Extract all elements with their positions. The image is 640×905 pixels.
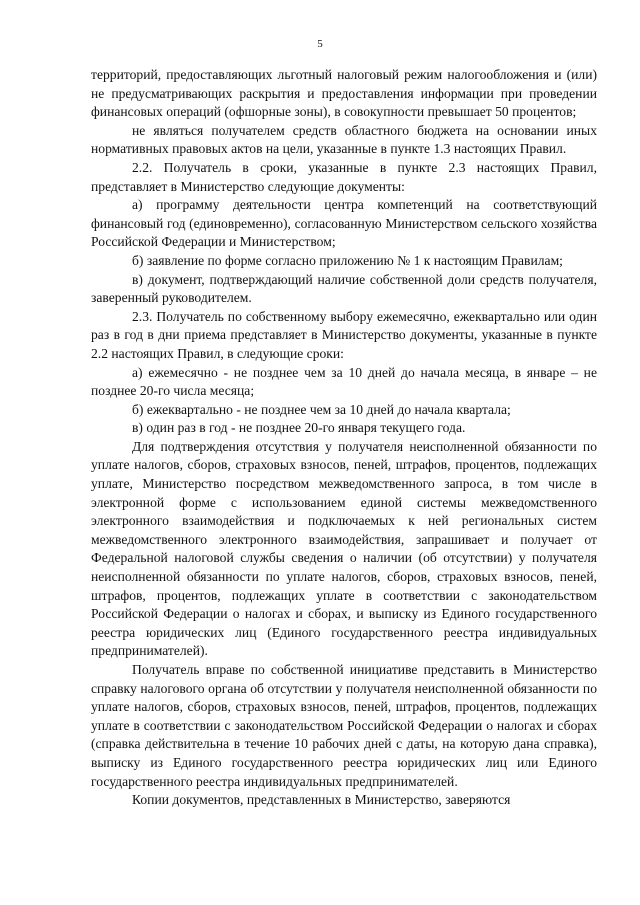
- page-number: 5: [317, 38, 323, 50]
- document-body: [91, 66, 597, 810]
- paragraph-not-budget-recipient: не являться получателем средств областного бюджета на основании иных нормативных правовых актов на цели, указанные в пункте 1.3 настоящих Правил.: [91, 122, 597, 157]
- paragraph-interagency-request: Для подтверждения отсутствия у получателя неисполненной обязанности по уплате налогов, сборов, страховых взносов, пеней, штрафов, процентов, подлежащих уплате, Министерство посредством межведомственного запроса, в том числе в электронной форме с использованием единой системы межведомственного электронного взаимодействия и подключаемых к ней региональных систем межведомственного электронного взаимодействия, запрашивает и получает от Федеральной налоговой службы сведения о наличии (об отсутствии) у получателя неисполненной обязанности по уплате налогов, сборов, страховых взносов, пеней, штрафов, процентов, подлежащих уплате в соответствии с законодательством Российской Федерации о налогах и сборах, и выписку из Единого государственного реестра юридических лиц (Единого государственного реестра индивидуальных предпринимателей).: [91, 438, 597, 659]
- paragraph-copies-certified: Копии документов, представленных в Министерство, заверяются: [132, 792, 511, 808]
- paragraph-own-initiative: Получатель вправе по собственной инициативе представить в Министерство справку налогового органа об отсутствии у получателя неисполненной обязанности по уплате налогов, сборов, страховых взносов, пеней, штрафов, процентов, подлежащих уплате в соответствии с законодательством Российской Федерации о налогах и сборах (справка действительна в течение 10 рабочих дней с даты, на которую дана справка), выписку из Единого государственного реестра юридических лиц или Единого государственного реестра индивидуальных предпринимателей.: [91, 662, 597, 789]
- paragraph-2-2: 2.2. Получатель в сроки, указанные в пункте 2.3 настоящих Правил, представляет в Министерство следующие документы:: [91, 159, 597, 194]
- paragraph-2-3-a: а) ежемесячно - не позднее чем за 10 дней до начала месяца, в январе – не позднее 20-го числа месяца;: [91, 364, 597, 399]
- paragraph-2-3-c: в) один раз в год - не позднее 20-го января текущего года.: [132, 420, 466, 436]
- paragraph-2-2-c: в) документ, подтверждающий наличие собственной доли средств получателя, заверенный руководителем.: [91, 271, 597, 306]
- paragraph-2-2-b: б) заявление по форме согласно приложению № 1 к настоящим Правилам;: [132, 252, 563, 268]
- paragraph-2-3-b: б) ежеквартально - не позднее чем за 10 дней до начала квартала;: [132, 401, 511, 417]
- paragraph-offshore-continuation: территорий, предоставляющих льготный налоговый режим налогообложения и (или) не предусматривающих раскрытия и предоставления информации при проведении финансовых операций (офшорные зоны), в совокупности превышает 50 процентов;: [91, 67, 597, 120]
- paragraph-2-3: 2.3. Получатель по собственному выбору ежемесячно, ежеквартально или один раз в год в дни приема представляет в Министерство документы, указанные в пункте 2.2 настоящих Правил, в следующие сроки:: [91, 308, 597, 361]
- paragraph-2-2-a: а) программу деятельности центра компетенций на соответствующий финансовый год (единовременно), согласованную Министерством сельского хозяйства Российской Федерации и Министерством;: [91, 197, 597, 250]
